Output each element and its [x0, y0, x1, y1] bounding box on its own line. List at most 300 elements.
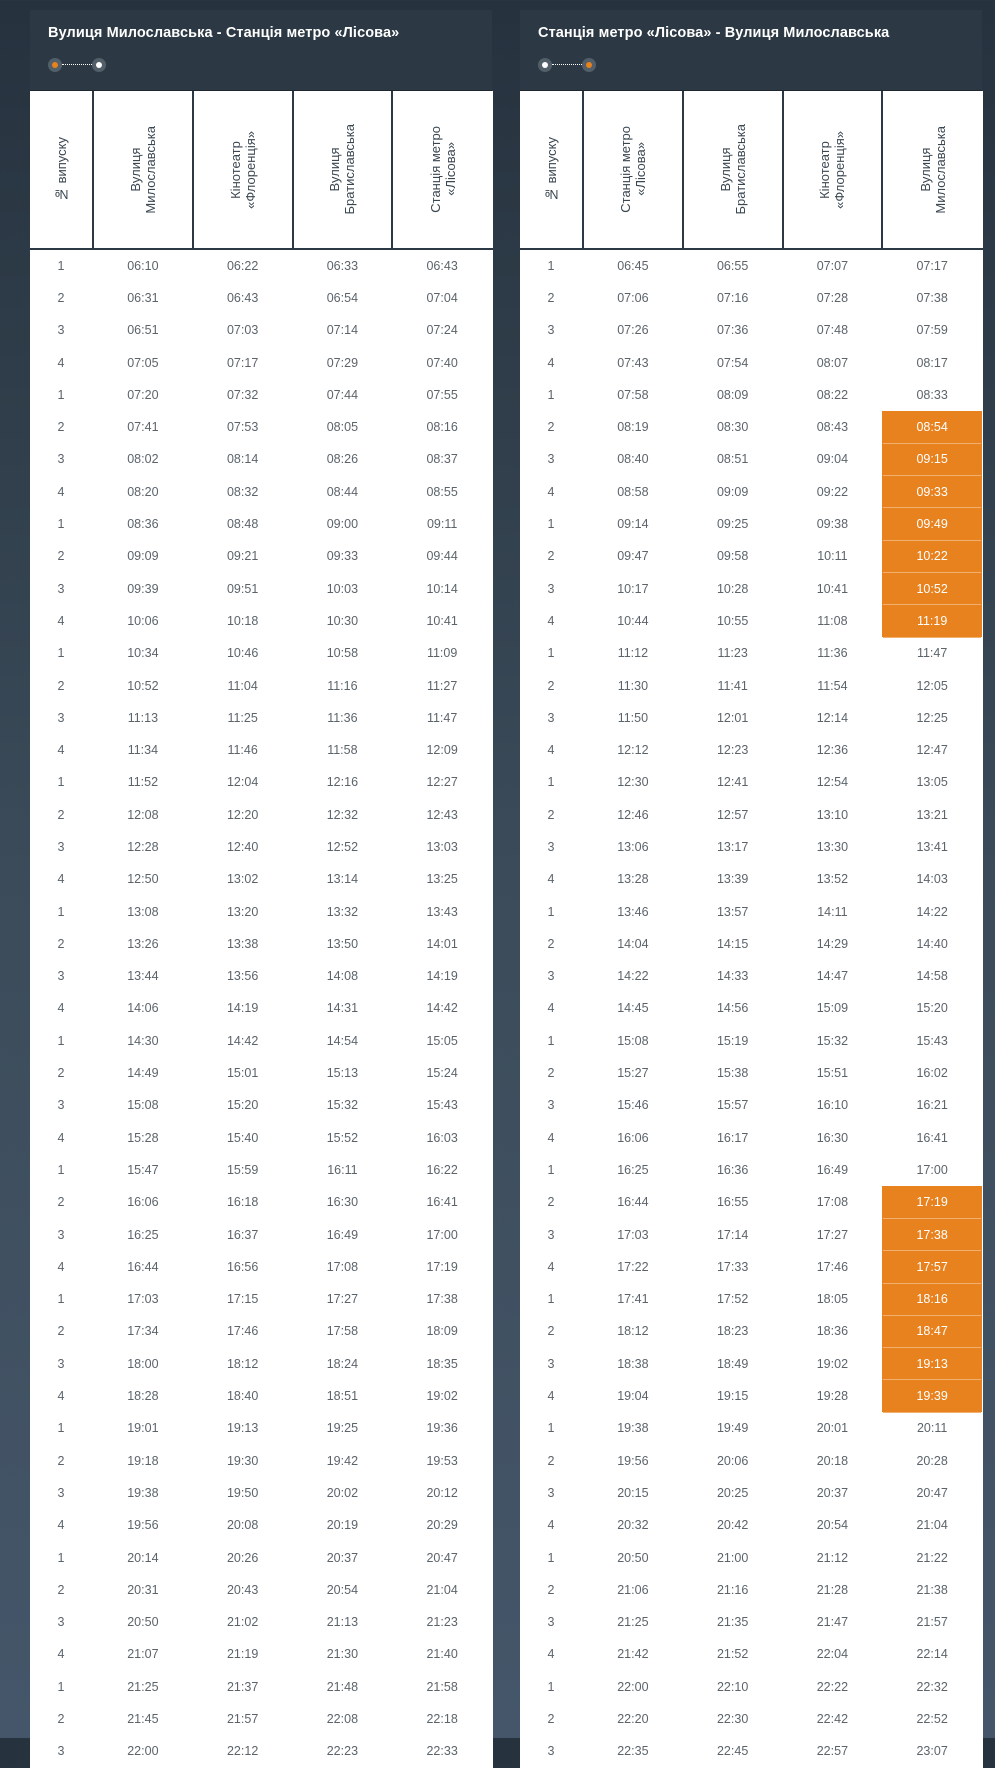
time-cell: 17:38 — [882, 1218, 982, 1250]
run-number-cell: 3 — [57, 1227, 65, 1242]
time-cell: 16:37 — [226, 1227, 259, 1242]
time-cell: 19:13 — [226, 1421, 259, 1436]
time-cell: 20:47 — [426, 1550, 458, 1565]
time-cell: 20:54 — [326, 1582, 359, 1597]
table-row — [30, 1380, 492, 1412]
time-cell: 15:13 — [326, 1066, 359, 1081]
time-cell: 20:50 — [617, 1550, 649, 1565]
time-cell: 17:03 — [127, 1292, 159, 1307]
table-row — [520, 863, 982, 895]
time-cell: 15:47 — [127, 1162, 159, 1177]
run-number-cell: 2 — [57, 420, 65, 435]
time-cell: 12:57 — [716, 807, 749, 822]
time-cell: 20:02 — [326, 1485, 359, 1500]
time-cell: 12:47 — [916, 743, 948, 758]
time-cell: 07:26 — [617, 323, 649, 338]
run-number-cell: 3 — [57, 452, 65, 467]
table-row — [520, 1283, 982, 1315]
run-number-cell: 4 — [547, 1647, 555, 1662]
table-row — [30, 1574, 492, 1606]
time-cell: 21:48 — [326, 1679, 359, 1694]
time-cell: 13:17 — [716, 839, 749, 854]
run-number-cell: 1 — [57, 1292, 65, 1307]
table-row — [30, 1444, 492, 1476]
time-cell: 08:20 — [127, 484, 159, 499]
table-row — [30, 1218, 492, 1250]
time-cell: 07:41 — [127, 420, 159, 435]
run-number-cell: 1 — [547, 1033, 555, 1048]
time-cell: 07:44 — [326, 387, 359, 402]
time-cell: 07:24 — [426, 323, 458, 338]
time-cell: 07:28 — [816, 290, 849, 305]
time-cell: 20:25 — [716, 1485, 749, 1500]
time-cell: 06:43 — [426, 258, 458, 273]
run-number-cell: 3 — [57, 710, 65, 725]
column-header-label: Вулиця Милославська — [917, 125, 948, 214]
time-cell: 16:44 — [617, 1195, 649, 1210]
time-cell: 17:19 — [426, 1259, 458, 1274]
run-number-cell: 3 — [547, 581, 555, 596]
time-cell: 18:28 — [127, 1389, 159, 1404]
time-cell: 08:22 — [816, 387, 849, 402]
time-cell: 17:38 — [426, 1292, 458, 1307]
column-header-label: Вулиця Братиславська — [327, 124, 358, 215]
table-row — [30, 1283, 492, 1315]
time-cell: 15:05 — [426, 1033, 458, 1048]
time-cell: 11:09 — [426, 646, 458, 661]
time-cell: 16:21 — [916, 1098, 948, 1113]
table-row — [520, 702, 982, 734]
run-number-cell: 4 — [547, 743, 555, 758]
time-cell: 21:45 — [127, 1712, 159, 1726]
run-number-cell: 2 — [547, 678, 555, 693]
column-header-stop — [683, 91, 783, 249]
table-row — [30, 734, 492, 766]
column-header-label: Кінотеатр «Флоренція» — [817, 130, 848, 209]
time-cell: 21:07 — [127, 1647, 159, 1662]
time-cell: 07:55 — [426, 387, 458, 402]
time-cell: 17:58 — [326, 1324, 359, 1339]
run-number-cell: 3 — [547, 1098, 555, 1113]
time-cell: 14:30 — [127, 1033, 159, 1048]
time-cell: 17:00 — [916, 1162, 948, 1177]
time-cell: 15:08 — [617, 1033, 649, 1048]
time-cell: 16:06 — [127, 1195, 159, 1210]
time-cell: 20:12 — [426, 1485, 458, 1500]
time-cell: 09:49 — [882, 508, 982, 540]
run-number-cell: 4 — [57, 1389, 65, 1404]
time-cell: 08:51 — [716, 452, 749, 467]
time-cell: 14:06 — [127, 1001, 159, 1016]
time-cell: 14:19 — [226, 1001, 259, 1016]
time-cell: 11:52 — [127, 775, 159, 790]
table-row — [30, 1606, 492, 1638]
time-cell: 09:11 — [426, 517, 458, 532]
table-row — [520, 1703, 982, 1735]
time-cell: 07:04 — [426, 290, 458, 305]
time-cell: 19:02 — [816, 1356, 849, 1371]
time-cell: 13:30 — [816, 839, 849, 854]
time-cell: 12:20 — [226, 807, 259, 822]
time-cell: 16:11 — [327, 1162, 358, 1177]
time-cell: 10:52 — [127, 678, 159, 693]
time-cell: 16:41 — [426, 1195, 458, 1210]
time-cell: 12:43 — [426, 807, 458, 822]
time-cell: 18:12 — [226, 1356, 259, 1371]
column-header-label: Станція метро «Лісова» — [427, 126, 458, 213]
time-cell: 14:01 — [426, 936, 458, 951]
time-cell: 17:00 — [426, 1227, 458, 1242]
time-cell: 11:16 — [327, 678, 358, 693]
table-row — [30, 799, 492, 831]
time-cell: 07:38 — [916, 290, 948, 305]
time-cell: 19:02 — [426, 1389, 458, 1404]
run-number-cell: 1 — [547, 517, 555, 532]
run-number-cell: 4 — [57, 872, 65, 887]
time-cell: 09:38 — [816, 517, 849, 532]
time-cell: 07:14 — [326, 323, 359, 338]
panel-header — [30, 10, 492, 91]
table-row — [520, 379, 982, 411]
time-cell: 08:37 — [426, 452, 458, 467]
time-cell: 19:36 — [426, 1421, 458, 1436]
time-cell: 21:58 — [426, 1679, 458, 1694]
time-cell: 21:02 — [226, 1615, 259, 1630]
time-cell: 20:43 — [226, 1582, 259, 1597]
time-cell: 12:12 — [617, 743, 649, 758]
run-number-cell: 2 — [57, 1066, 65, 1081]
run-number-cell: 2 — [547, 807, 555, 822]
direction-indicator — [538, 58, 628, 72]
run-number-cell: 3 — [547, 1356, 555, 1371]
time-cell: 21:25 — [127, 1679, 159, 1694]
time-cell: 22:18 — [426, 1712, 458, 1726]
time-cell: 22:10 — [716, 1679, 749, 1694]
time-cell: 08:02 — [127, 452, 159, 467]
time-cell: 20:19 — [326, 1518, 359, 1533]
time-cell: 14:58 — [916, 969, 948, 984]
table-row — [520, 572, 982, 604]
run-number-cell: 2 — [547, 1582, 555, 1597]
time-cell: 22:08 — [326, 1712, 359, 1726]
run-number-cell: 3 — [57, 839, 65, 854]
table-row — [30, 443, 492, 475]
run-number-cell: 2 — [547, 549, 555, 564]
time-cell: 09:33 — [882, 476, 982, 508]
time-cell: 14:40 — [916, 936, 948, 951]
time-cell: 15:08 — [127, 1098, 159, 1113]
time-cell: 11:30 — [617, 678, 649, 693]
time-cell: 18:47 — [882, 1315, 982, 1347]
time-cell: 16:30 — [326, 1195, 359, 1210]
time-cell: 09:14 — [617, 517, 649, 532]
time-cell: 20:42 — [716, 1518, 749, 1533]
time-cell: 09:00 — [326, 517, 359, 532]
time-cell: 22:22 — [816, 1679, 849, 1694]
run-number-cell: 4 — [57, 1001, 65, 1016]
table-row — [520, 540, 982, 572]
time-cell: 10:28 — [716, 581, 749, 596]
table-row — [520, 1251, 982, 1283]
time-cell: 23:07 — [916, 1744, 948, 1759]
table-row — [30, 1089, 492, 1121]
time-cell: 20:11 — [916, 1421, 948, 1436]
time-cell: 08:26 — [326, 452, 359, 467]
time-cell: 10:44 — [617, 613, 649, 628]
time-cell: 17:08 — [326, 1259, 359, 1274]
time-cell: 12:54 — [816, 775, 849, 790]
time-cell: 18:00 — [127, 1356, 159, 1371]
time-cell: 12:23 — [716, 743, 749, 758]
time-cell: 14:33 — [716, 969, 749, 984]
time-cell: 13:38 — [226, 936, 259, 951]
time-cell: 21:13 — [326, 1615, 359, 1630]
time-cell: 14:22 — [617, 969, 649, 984]
time-cell: 16:30 — [816, 1130, 849, 1145]
time-cell: 10:18 — [226, 613, 259, 628]
time-cell: 06:33 — [326, 258, 359, 273]
table-row — [30, 1477, 492, 1509]
time-cell: 11:04 — [227, 678, 258, 693]
run-number-cell: 1 — [57, 258, 65, 273]
time-cell: 18:40 — [226, 1389, 259, 1404]
run-number-cell: 2 — [57, 1453, 65, 1468]
time-cell: 13:05 — [916, 775, 948, 790]
time-cell: 17:41 — [617, 1292, 649, 1307]
run-number-cell: 4 — [57, 1259, 65, 1274]
column-header-label: Вулиця Милославська — [127, 125, 158, 214]
table-row — [30, 1251, 492, 1283]
time-cell: 09:47 — [617, 549, 649, 564]
time-cell: 09:25 — [716, 517, 749, 532]
run-number-cell: 3 — [57, 969, 65, 984]
time-cell: 07:17 — [226, 355, 259, 370]
run-number-cell: 4 — [547, 355, 555, 370]
time-cell: 19:25 — [326, 1421, 359, 1436]
time-cell: 18:09 — [426, 1324, 458, 1339]
table-row — [520, 411, 982, 443]
table-row — [30, 1122, 492, 1154]
time-cell: 08:36 — [127, 517, 159, 532]
time-cell: 16:03 — [426, 1130, 458, 1145]
table-row — [30, 1671, 492, 1703]
time-cell: 14:42 — [226, 1033, 259, 1048]
time-cell: 14:08 — [326, 969, 359, 984]
time-cell: 13:02 — [226, 872, 259, 887]
time-cell: 10:06 — [127, 613, 159, 628]
schedule-panel-right — [520, 10, 982, 1768]
time-cell: 07:16 — [716, 290, 749, 305]
time-cell: 18:51 — [326, 1389, 359, 1404]
time-cell: 16:10 — [816, 1098, 849, 1113]
time-cell: 12:46 — [617, 807, 649, 822]
time-cell: 18:12 — [617, 1324, 649, 1339]
time-cell: 06:51 — [127, 323, 159, 338]
time-cell: 19:50 — [226, 1485, 259, 1500]
table-row — [30, 831, 492, 863]
time-cell: 11:23 — [717, 646, 748, 661]
table-row — [520, 346, 982, 378]
time-cell: 12:09 — [426, 743, 458, 758]
run-number-cell: 3 — [57, 1744, 65, 1759]
time-cell: 08:33 — [916, 387, 948, 402]
time-cell: 19:18 — [127, 1453, 159, 1468]
time-cell: 19:56 — [617, 1453, 649, 1468]
time-cell: 21:04 — [916, 1518, 948, 1533]
table-row — [520, 766, 982, 798]
table-row — [520, 928, 982, 960]
run-number-cell: 2 — [547, 1453, 555, 1468]
time-cell: 12:32 — [326, 807, 359, 822]
table-row — [30, 766, 492, 798]
time-cell: 09:09 — [127, 549, 159, 564]
run-number-cell: 3 — [57, 323, 65, 338]
table-row — [520, 1509, 982, 1541]
table-row — [30, 605, 492, 637]
time-cell: 21:28 — [816, 1582, 849, 1597]
time-cell: 16:41 — [916, 1130, 948, 1145]
time-cell: 14:31 — [326, 1001, 359, 1016]
panel-header — [520, 10, 982, 91]
table-row — [30, 1638, 492, 1670]
time-cell: 19:01 — [127, 1421, 159, 1436]
column-header-stop — [293, 91, 393, 249]
time-cell: 11:50 — [617, 710, 649, 725]
run-number-cell: 3 — [547, 1227, 555, 1242]
time-cell: 12:36 — [816, 743, 849, 758]
time-cell: 13:56 — [226, 969, 259, 984]
time-cell: 21:23 — [426, 1615, 458, 1630]
time-cell: 22:42 — [816, 1712, 849, 1726]
table-row — [30, 1735, 492, 1767]
time-cell: 07:48 — [816, 323, 849, 338]
run-number-cell: 2 — [57, 1712, 65, 1726]
time-cell: 17:14 — [716, 1227, 749, 1242]
time-cell: 13:28 — [617, 872, 649, 887]
time-cell: 07:58 — [617, 387, 649, 402]
table-row — [30, 669, 492, 701]
time-cell: 07:20 — [127, 387, 159, 402]
run-number-cell: 4 — [547, 872, 555, 887]
time-cell: 17:03 — [617, 1227, 649, 1242]
time-cell: 21:35 — [716, 1615, 749, 1630]
time-cell: 22:04 — [816, 1647, 849, 1662]
route-end-dot-icon — [582, 58, 596, 72]
time-cell: 06:10 — [127, 258, 159, 273]
time-cell: 08:30 — [716, 420, 749, 435]
time-cell: 08:07 — [816, 355, 849, 370]
run-number-cell: 4 — [547, 1001, 555, 1016]
run-number-cell: 1 — [547, 904, 555, 919]
run-number-cell: 3 — [547, 1615, 555, 1630]
table-row — [520, 799, 982, 831]
column-header-stop — [882, 91, 982, 249]
time-cell: 12:50 — [127, 872, 159, 887]
time-cell: 19:42 — [326, 1453, 359, 1468]
route-start-dot-icon — [48, 58, 62, 72]
table-row — [520, 1025, 982, 1057]
time-cell: 10:58 — [326, 646, 359, 661]
time-cell: 13:57 — [716, 904, 749, 919]
time-cell: 18:35 — [426, 1356, 458, 1371]
table-row — [30, 411, 492, 443]
time-cell: 12:14 — [816, 710, 849, 725]
time-cell: 10:14 — [426, 581, 458, 596]
run-number-cell: 3 — [547, 323, 555, 338]
run-number-cell: 4 — [57, 484, 65, 499]
time-cell: 17:52 — [716, 1292, 749, 1307]
time-cell: 11:54 — [817, 678, 848, 693]
table-row — [520, 508, 982, 540]
run-number-cell: 2 — [547, 290, 555, 305]
time-cell: 21:40 — [426, 1647, 458, 1662]
time-cell: 21:37 — [226, 1679, 259, 1694]
time-cell: 16:25 — [127, 1227, 159, 1242]
run-number-cell: 3 — [547, 969, 555, 984]
time-cell: 09:39 — [127, 581, 159, 596]
time-cell: 18:23 — [716, 1324, 749, 1339]
time-cell: 22:00 — [127, 1744, 159, 1759]
time-cell: 12:52 — [326, 839, 359, 854]
run-number-cell: 4 — [547, 1389, 555, 1404]
table-row — [30, 572, 492, 604]
time-cell: 20:08 — [226, 1518, 259, 1533]
time-cell: 14:54 — [326, 1033, 359, 1048]
time-cell: 11:36 — [327, 710, 358, 725]
time-cell: 14:45 — [617, 1001, 649, 1016]
time-cell: 07:03 — [226, 323, 259, 338]
run-number-cell: 1 — [57, 1679, 65, 1694]
time-cell: 18:05 — [816, 1292, 849, 1307]
time-cell: 22:32 — [916, 1679, 948, 1694]
time-cell: 17:46 — [226, 1324, 259, 1339]
run-number-cell: 1 — [57, 904, 65, 919]
time-cell: 20:47 — [916, 1485, 948, 1500]
time-cell: 07:17 — [916, 258, 948, 273]
run-number-cell: 4 — [57, 1647, 65, 1662]
time-cell: 15:09 — [816, 1001, 849, 1016]
time-cell: 08:16 — [426, 420, 458, 435]
time-cell: 16:02 — [916, 1066, 948, 1081]
time-cell: 21:04 — [426, 1582, 458, 1597]
time-cell: 15:24 — [426, 1066, 458, 1081]
time-cell: 11:08 — [817, 613, 848, 628]
table-row — [520, 1089, 982, 1121]
time-cell: 10:03 — [326, 581, 359, 596]
time-cell: 11:19 — [882, 605, 982, 637]
time-cell: 16:49 — [326, 1227, 359, 1242]
time-cell: 19:15 — [716, 1389, 749, 1404]
time-cell: 11:25 — [227, 710, 258, 725]
schedule-table — [520, 91, 983, 1768]
time-cell: 13:43 — [426, 904, 458, 919]
time-cell: 21:06 — [617, 1582, 649, 1597]
time-cell: 13:25 — [426, 872, 458, 887]
run-number-cell: 4 — [547, 1130, 555, 1145]
table-row — [30, 1154, 492, 1186]
schedule-table — [30, 91, 493, 1768]
run-number-cell: 2 — [547, 1324, 555, 1339]
time-cell: 10:55 — [716, 613, 749, 628]
table-row — [520, 1315, 982, 1347]
time-cell: 21:47 — [816, 1615, 849, 1630]
run-number-cell: 2 — [547, 1066, 555, 1081]
column-header-label: № випуску — [543, 136, 559, 202]
time-cell: 21:00 — [716, 1550, 749, 1565]
time-cell: 08:43 — [816, 420, 849, 435]
time-cell: 21:42 — [617, 1647, 649, 1662]
table-row — [30, 379, 492, 411]
